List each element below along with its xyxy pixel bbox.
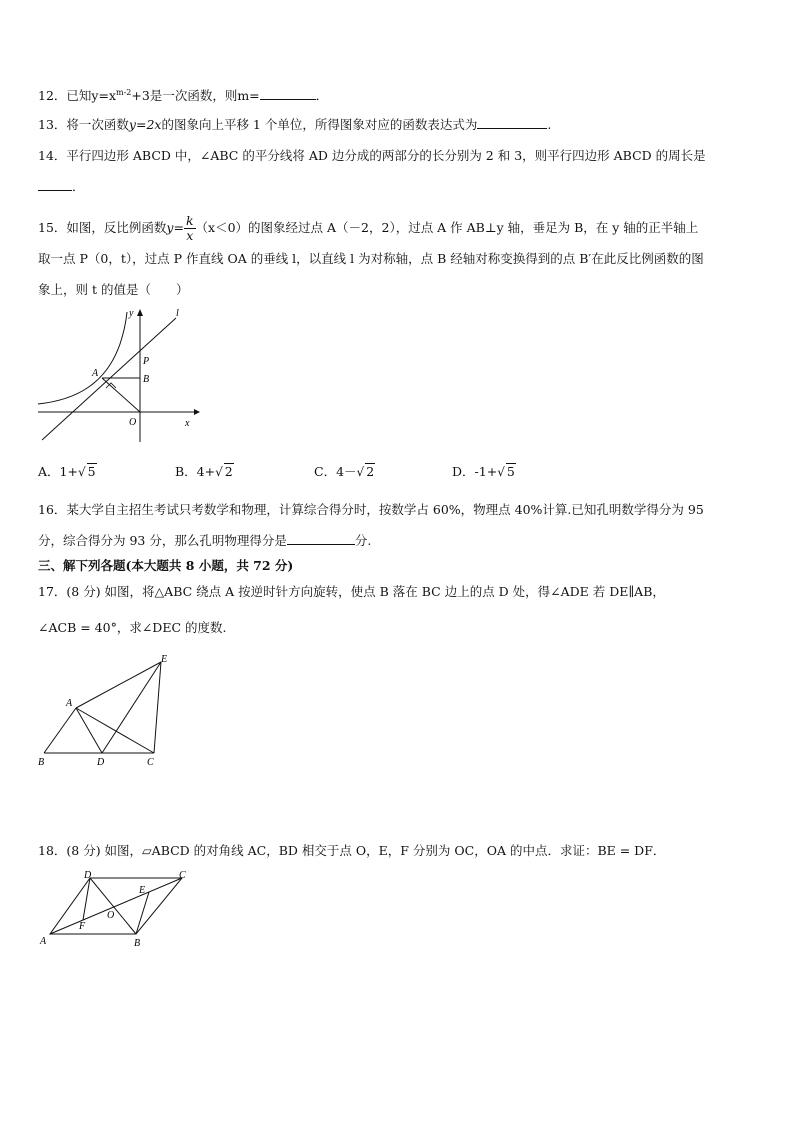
- segment-ac: [76, 708, 154, 753]
- label-x: x: [185, 418, 190, 429]
- question-17-line2: [38, 619, 226, 637]
- q12-answer-blank[interactable]: [260, 87, 316, 100]
- label-a: A: [92, 368, 99, 379]
- q15-numerator: k: [185, 213, 194, 228]
- label-b: B: [134, 938, 141, 948]
- label-c: C: [179, 870, 186, 881]
- question-16-line2: [38, 532, 371, 550]
- q17-figure: [34, 652, 184, 772]
- segment-de: [102, 662, 161, 753]
- q13-text-2: 的图象向上平移 1 个单位，所得图象对应的函数表达式为: [161, 117, 478, 132]
- q15-y: y: [166, 220, 174, 235]
- q12-text-2: +3是一次函数，则m=: [131, 88, 260, 104]
- q15-choice-b[interactable]: B．4+√ 2: [175, 464, 233, 479]
- label-a: A: [66, 698, 73, 709]
- q13-function: y=2x: [128, 117, 162, 132]
- q14-text: 14．平行四边形 ABCD 中，∠ABC 的平分线将 AD 边分成的两部分的长分别为 2 和 3，则平行四边形 ABCD 的周长是: [38, 148, 706, 163]
- x-axis-arrow: [194, 409, 200, 415]
- question-18: [38, 842, 665, 860]
- q15-text-2: （x＜0）的图象经过点 A（－2，2），过点 A 作 AB⊥y 轴，垂足为 B，在 y 轴的正半轴上: [195, 220, 699, 235]
- segment-ad: [76, 708, 102, 753]
- hyperbola-curve: [38, 312, 127, 404]
- q15-choice-a[interactable]: A．1+√ 5: [38, 464, 96, 479]
- q12-exponent: m-2: [116, 88, 132, 97]
- segment-ab: [44, 708, 76, 753]
- q18-figure: [36, 866, 196, 948]
- q13-answer-blank[interactable]: [477, 116, 547, 129]
- label-y: y: [129, 308, 134, 319]
- section-3-title: 三、解下列各题(本大题共 8 小题，共 72 分): [38, 558, 294, 573]
- q13-end: .: [547, 117, 552, 132]
- segment-ao: [102, 378, 140, 412]
- label-b: B: [143, 374, 150, 385]
- q17-text: 17．(8 分) 如图，将△ABC 绕点 A 按逆时针方向旋转，使点 B 落在 BC 边上的点 D 处，得∠ADE 若 DE∥AB，: [38, 584, 665, 599]
- choice-c-radicand: 2: [366, 464, 375, 479]
- q15-fraction: [184, 214, 196, 243]
- q15-choice-c[interactable]: C．4－√ 2: [314, 464, 375, 479]
- label-a: A: [40, 936, 47, 947]
- segment-df: [83, 878, 90, 920]
- diagonal-bd: [90, 878, 136, 934]
- question-14: [38, 147, 706, 165]
- choice-d-radicand: 5: [506, 464, 515, 479]
- question-14-line2: [38, 178, 85, 196]
- q15-choice-d[interactable]: D．-1+√ 5: [452, 464, 515, 479]
- segment-be: [136, 892, 149, 934]
- q14-answer-blank[interactable]: [38, 178, 72, 191]
- label-c: C: [147, 757, 154, 768]
- q15-text: 15．如图，反比例函数: [38, 220, 167, 235]
- choice-d-label: D．-1+: [452, 464, 498, 479]
- label-l: l: [176, 308, 179, 319]
- choice-c-label: C．4－: [314, 464, 357, 479]
- question-17: [38, 583, 665, 601]
- choice-a-label: A．1+: [38, 464, 78, 479]
- y-axis-arrow: [137, 309, 143, 316]
- q13-text: 13．将一次函数: [38, 117, 129, 132]
- section-3-heading: [38, 557, 293, 575]
- q12-text: 12．已知y=x: [38, 88, 116, 104]
- q15-text-3: 取一点 P（0，t），过点 P 作直线 OA 的垂线 l，以直线 l 为对称轴，点 B 经轴对称变换得到的点 B′在此反比例函数的图: [38, 251, 704, 266]
- q16-text-2: 分，综合得分为 93 分，那么孔明物理得分是: [38, 533, 287, 548]
- label-e: E: [161, 654, 168, 665]
- label-o: O: [107, 910, 115, 921]
- segment-ae: [76, 662, 161, 708]
- question-13: [38, 116, 551, 134]
- label-b: B: [38, 757, 45, 768]
- q16-answer-blank[interactable]: [287, 532, 355, 545]
- label-f: F: [79, 921, 86, 932]
- segment-ec: [154, 662, 161, 753]
- q16-text-3: 分.: [354, 533, 372, 548]
- question-12: [38, 84, 328, 105]
- q14-end: ．: [72, 179, 85, 194]
- question-15-line2: [38, 250, 704, 268]
- q18-text: 18．(8 分) 如图，▱ABCD 的对角线 AC，BD 相交于点 O，E，F 分别为 OC，OA 的中点．求证：BE = DF．: [38, 843, 666, 858]
- choice-b-label: B．4+: [175, 464, 216, 479]
- q17-text-2: ∠ACB = 40°，求∠DEC 的度数.: [38, 620, 227, 635]
- label-d: D: [84, 870, 92, 881]
- choice-b-radicand: 2: [224, 464, 233, 479]
- question-15: 15．如图，反比例函数y= $\frac{k}{x}$ （x＜0）的图象经过点 A（－2，2），过点 A 作 AB⊥y 轴，垂足为 B，在 y 轴的正半轴上: [38, 213, 699, 243]
- q15-denominator: x: [186, 228, 194, 243]
- q12-end: ．: [315, 88, 329, 104]
- label-e: E: [139, 885, 146, 896]
- label-p: P: [143, 356, 150, 367]
- line-l: [42, 318, 176, 440]
- question-16: [38, 501, 704, 519]
- label-o: O: [129, 417, 137, 428]
- label-d: D: [97, 757, 105, 768]
- q15-figure: [36, 304, 206, 444]
- q15-text-4: 象上，则 t 的值是（ ）: [38, 282, 189, 297]
- question-15-line3: [38, 281, 188, 299]
- choice-a-radicand: 5: [87, 464, 96, 479]
- q16-text: 16．某大学自主招生考试只考数学和物理，计算综合得分时，按数学占 60%，物理点 40%计算.已知孔明数学得分为 95: [38, 502, 704, 517]
